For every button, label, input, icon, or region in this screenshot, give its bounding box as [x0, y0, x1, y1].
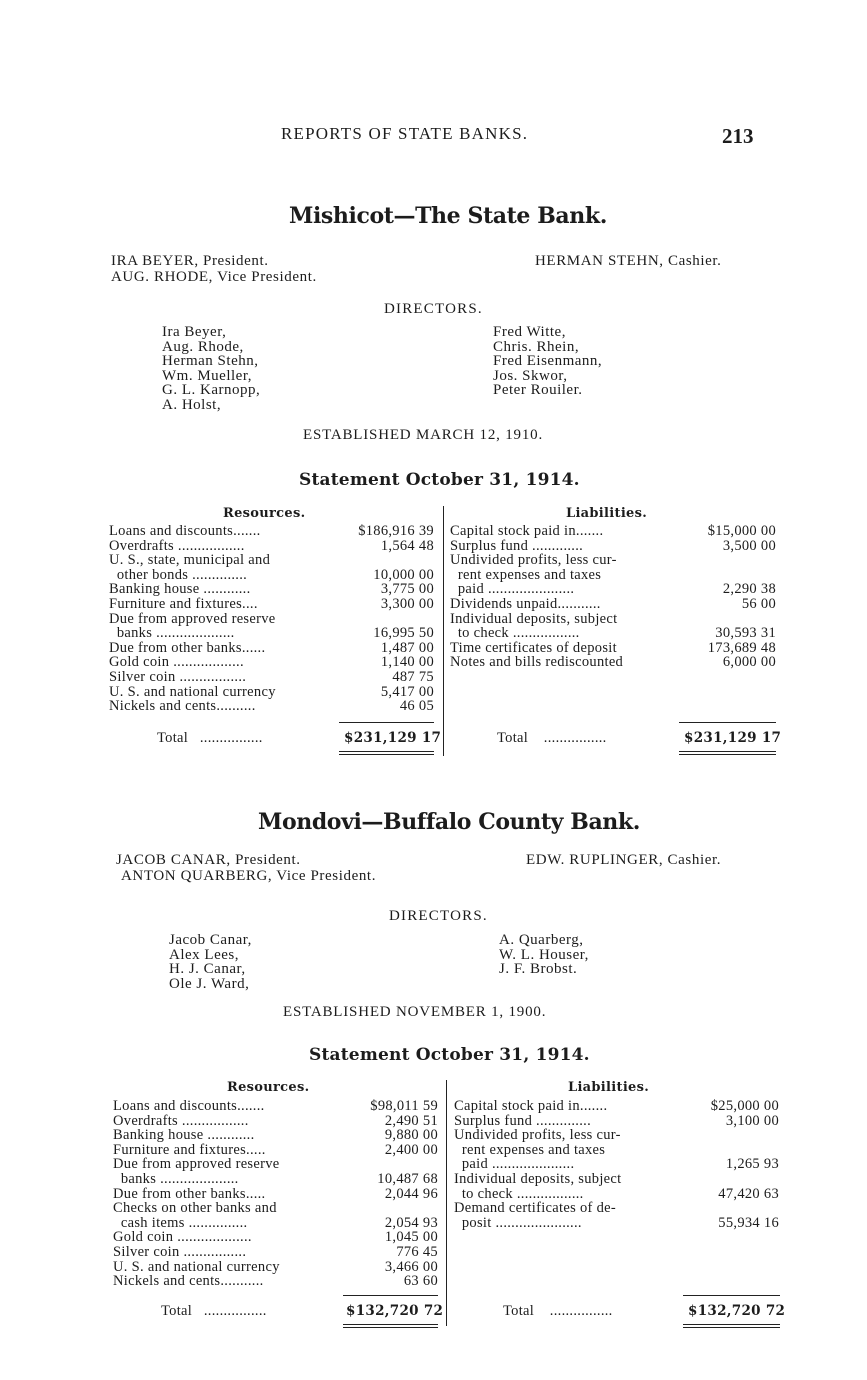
double-rule	[683, 1324, 780, 1325]
director-name: Jacob Canar,	[169, 932, 252, 948]
director-name: J. F. Brobst.	[499, 961, 578, 978]
table-row: Undivided profits, less cur-	[454, 1127, 621, 1144]
officer-vice-president: ANTON QUARBERG, Vice President.	[121, 868, 377, 884]
double-rule	[683, 1327, 780, 1328]
resources-total-amount: $132,720 72	[346, 1303, 444, 1319]
table-row: Due from other banks..... 2,044 96	[113, 1185, 438, 1202]
officer-president: IRA BEYER, President.	[111, 253, 269, 269]
table-row: banks .................... 10,487 68	[113, 1170, 438, 1187]
table-row: other bonds .............. 10,000 00	[109, 566, 434, 583]
total-leader: ................	[543, 730, 607, 746]
sum-rule	[679, 722, 776, 723]
table-row: to check ................. 47,420 63	[454, 1185, 779, 1202]
director-name: A. Holst,	[162, 396, 222, 413]
resources-heading: Resources.	[223, 506, 306, 521]
liabilities-table	[454, 1099, 779, 1230]
table-row: paid ..................... 1,265 93	[454, 1156, 779, 1173]
resources-table	[113, 1099, 438, 1289]
table-row: posit ...................... 55,934 16	[454, 1214, 779, 1231]
table-row: Dividends unpaid........... 56 00	[450, 595, 776, 612]
table-row: Banking house ............ 3,775 00	[109, 581, 434, 598]
resources-heading: Resources.	[227, 1080, 310, 1095]
table-row: Gold coin ................... 1,045 00	[113, 1229, 438, 1246]
table-row: Individual deposits, subject	[454, 1170, 622, 1187]
director-name: G. L. Karnopp,	[162, 382, 261, 399]
liabilities-total-amount: $231,129 17	[684, 730, 782, 746]
statement-heading: Statement October 31, 1914.	[299, 470, 580, 490]
total-label: Total	[503, 1303, 535, 1319]
liabilities-heading: Liabilities.	[568, 1080, 650, 1095]
directors-list-right	[499, 933, 589, 977]
directors-list-left	[162, 325, 260, 413]
total-leader: ................	[549, 1303, 613, 1319]
liabilities-total-row	[503, 1303, 613, 1320]
director-name: W. L. Houser,	[499, 946, 589, 963]
director-name: Alex Lees,	[169, 946, 239, 963]
table-row: Capital stock paid in....... $25,000 00	[454, 1098, 779, 1114]
director-name: H. J. Canar,	[169, 961, 246, 978]
table-row: Capital stock paid in....... $15,000 00	[450, 523, 776, 539]
directors-list-left	[169, 933, 252, 991]
bank-title: Mishicot—The State Bank.	[289, 203, 607, 229]
table-row: banks .................... 16,995 50	[109, 625, 434, 642]
director-name: Fred Witte,	[493, 324, 566, 340]
director-name: Peter Rouiler.	[493, 382, 583, 399]
table-row: U. S., state, municipal and	[109, 552, 271, 569]
column-divider	[443, 506, 444, 756]
double-rule	[339, 751, 434, 752]
officer-cashier: HERMAN STEHN, Cashier.	[535, 253, 722, 269]
table-row: Gold coin .................. 1,140 00	[109, 654, 434, 671]
sum-rule	[683, 1295, 780, 1296]
double-rule	[679, 754, 776, 755]
resources-table	[109, 524, 434, 714]
table-row: Demand certificates of de-	[454, 1200, 616, 1217]
table-row: rent expenses and taxes	[454, 1141, 606, 1158]
table-row: Banking house ............ 9,880 00	[113, 1127, 438, 1144]
table-row: Overdrafts ................. 2,490 51	[113, 1112, 438, 1129]
total-label: Total	[157, 730, 189, 746]
table-row: Surplus fund .............. 3,100 00	[454, 1112, 779, 1129]
table-row: Individual deposits, subject	[450, 610, 618, 627]
director-name: Wm. Mueller,	[162, 367, 252, 384]
total-label: Total	[161, 1303, 193, 1319]
running-head: REPORTS OF STATE BANKS.	[281, 124, 529, 143]
director-name: A. Quarberg,	[499, 932, 584, 948]
director-name: Ira Beyer,	[162, 324, 227, 340]
total-leader: ................	[199, 730, 263, 746]
director-name: Aug. Rhode,	[162, 338, 244, 355]
table-row: U. S. and national currency 3,466 00	[113, 1258, 438, 1275]
table-row: Checks on other banks and	[113, 1200, 277, 1217]
resources-total-row	[161, 1303, 267, 1320]
directors-heading: DIRECTORS.	[389, 908, 488, 924]
director-name: Chris. Rhein,	[493, 338, 580, 355]
column-divider	[446, 1080, 447, 1326]
double-rule	[679, 751, 776, 752]
established-date: ESTABLISHED MARCH 12, 1910.	[303, 427, 543, 443]
director-name: Jos. Skwor,	[493, 367, 568, 384]
director-name: Fred Eisenmann,	[493, 353, 603, 370]
table-row: rent expenses and taxes	[450, 566, 602, 583]
table-row: paid ...................... 2,290 38	[450, 581, 776, 598]
liabilities-heading: Liabilities.	[566, 506, 648, 521]
table-row: Overdrafts ................. 1,564 48	[109, 537, 434, 554]
table-row: Due from other banks...... 1,487 00	[109, 639, 434, 656]
established-date: ESTABLISHED NOVEMBER 1, 1900.	[283, 1004, 547, 1020]
table-row: Time certificates of deposit 173,689 48	[450, 639, 776, 656]
table-row: Silver coin ................. 487 75	[109, 668, 434, 685]
table-row: Furniture and fixtures.... 3,300 00	[109, 595, 434, 612]
table-row: Nickels and cents.......... 46 05	[109, 698, 434, 715]
liabilities-total-row	[497, 730, 607, 747]
double-rule	[343, 1324, 438, 1325]
directors-list-right	[493, 325, 602, 398]
table-row: Silver coin ................ 776 45	[113, 1243, 438, 1260]
officer-vice-president: AUG. RHODE, Vice President.	[111, 269, 317, 285]
table-row: Loans and discounts....... $98,011 59	[113, 1098, 438, 1114]
statement-heading: Statement October 31, 1914.	[309, 1045, 590, 1065]
resources-total-row	[157, 730, 263, 747]
table-row: Undivided profits, less cur-	[450, 552, 617, 569]
liabilities-total-amount: $132,720 72	[688, 1303, 786, 1319]
table-row: cash items ............... 2,054 93	[113, 1214, 438, 1231]
double-rule	[339, 754, 434, 755]
table-row: Due from approved reserve	[113, 1156, 280, 1173]
resources-total-amount: $231,129 17	[344, 730, 442, 746]
table-row: Due from approved reserve	[109, 610, 276, 627]
table-row: Notes and bills rediscounted 6,000 00	[450, 654, 776, 671]
officer-cashier: EDW. RUPLINGER, Cashier.	[526, 852, 722, 868]
officer-president: JACOB CANAR, President.	[116, 852, 301, 868]
bank-title: Mondovi—Buffalo County Bank.	[258, 809, 641, 835]
table-row: Loans and discounts....... $186,916 39	[109, 523, 434, 539]
table-row: Surplus fund ............. 3,500 00	[450, 537, 776, 554]
table-row: Nickels and cents........... 63 60	[113, 1273, 438, 1290]
total-label: Total	[497, 730, 529, 746]
table-row: Furniture and fixtures..... 2,400 00	[113, 1141, 438, 1158]
director-name: Ole J. Ward,	[169, 975, 250, 992]
table-row: U. S. and national currency 5,417 00	[109, 683, 434, 700]
page-number: 213	[722, 124, 754, 148]
directors-heading: DIRECTORS.	[384, 301, 483, 317]
total-leader: ................	[203, 1303, 267, 1319]
director-name: Herman Stehn,	[162, 353, 259, 370]
officers-left	[111, 253, 317, 285]
double-rule	[343, 1327, 438, 1328]
sum-rule	[343, 1295, 438, 1296]
liabilities-table	[450, 524, 776, 670]
table-row: to check ................. 30,593 31	[450, 625, 776, 642]
sum-rule	[339, 722, 434, 723]
